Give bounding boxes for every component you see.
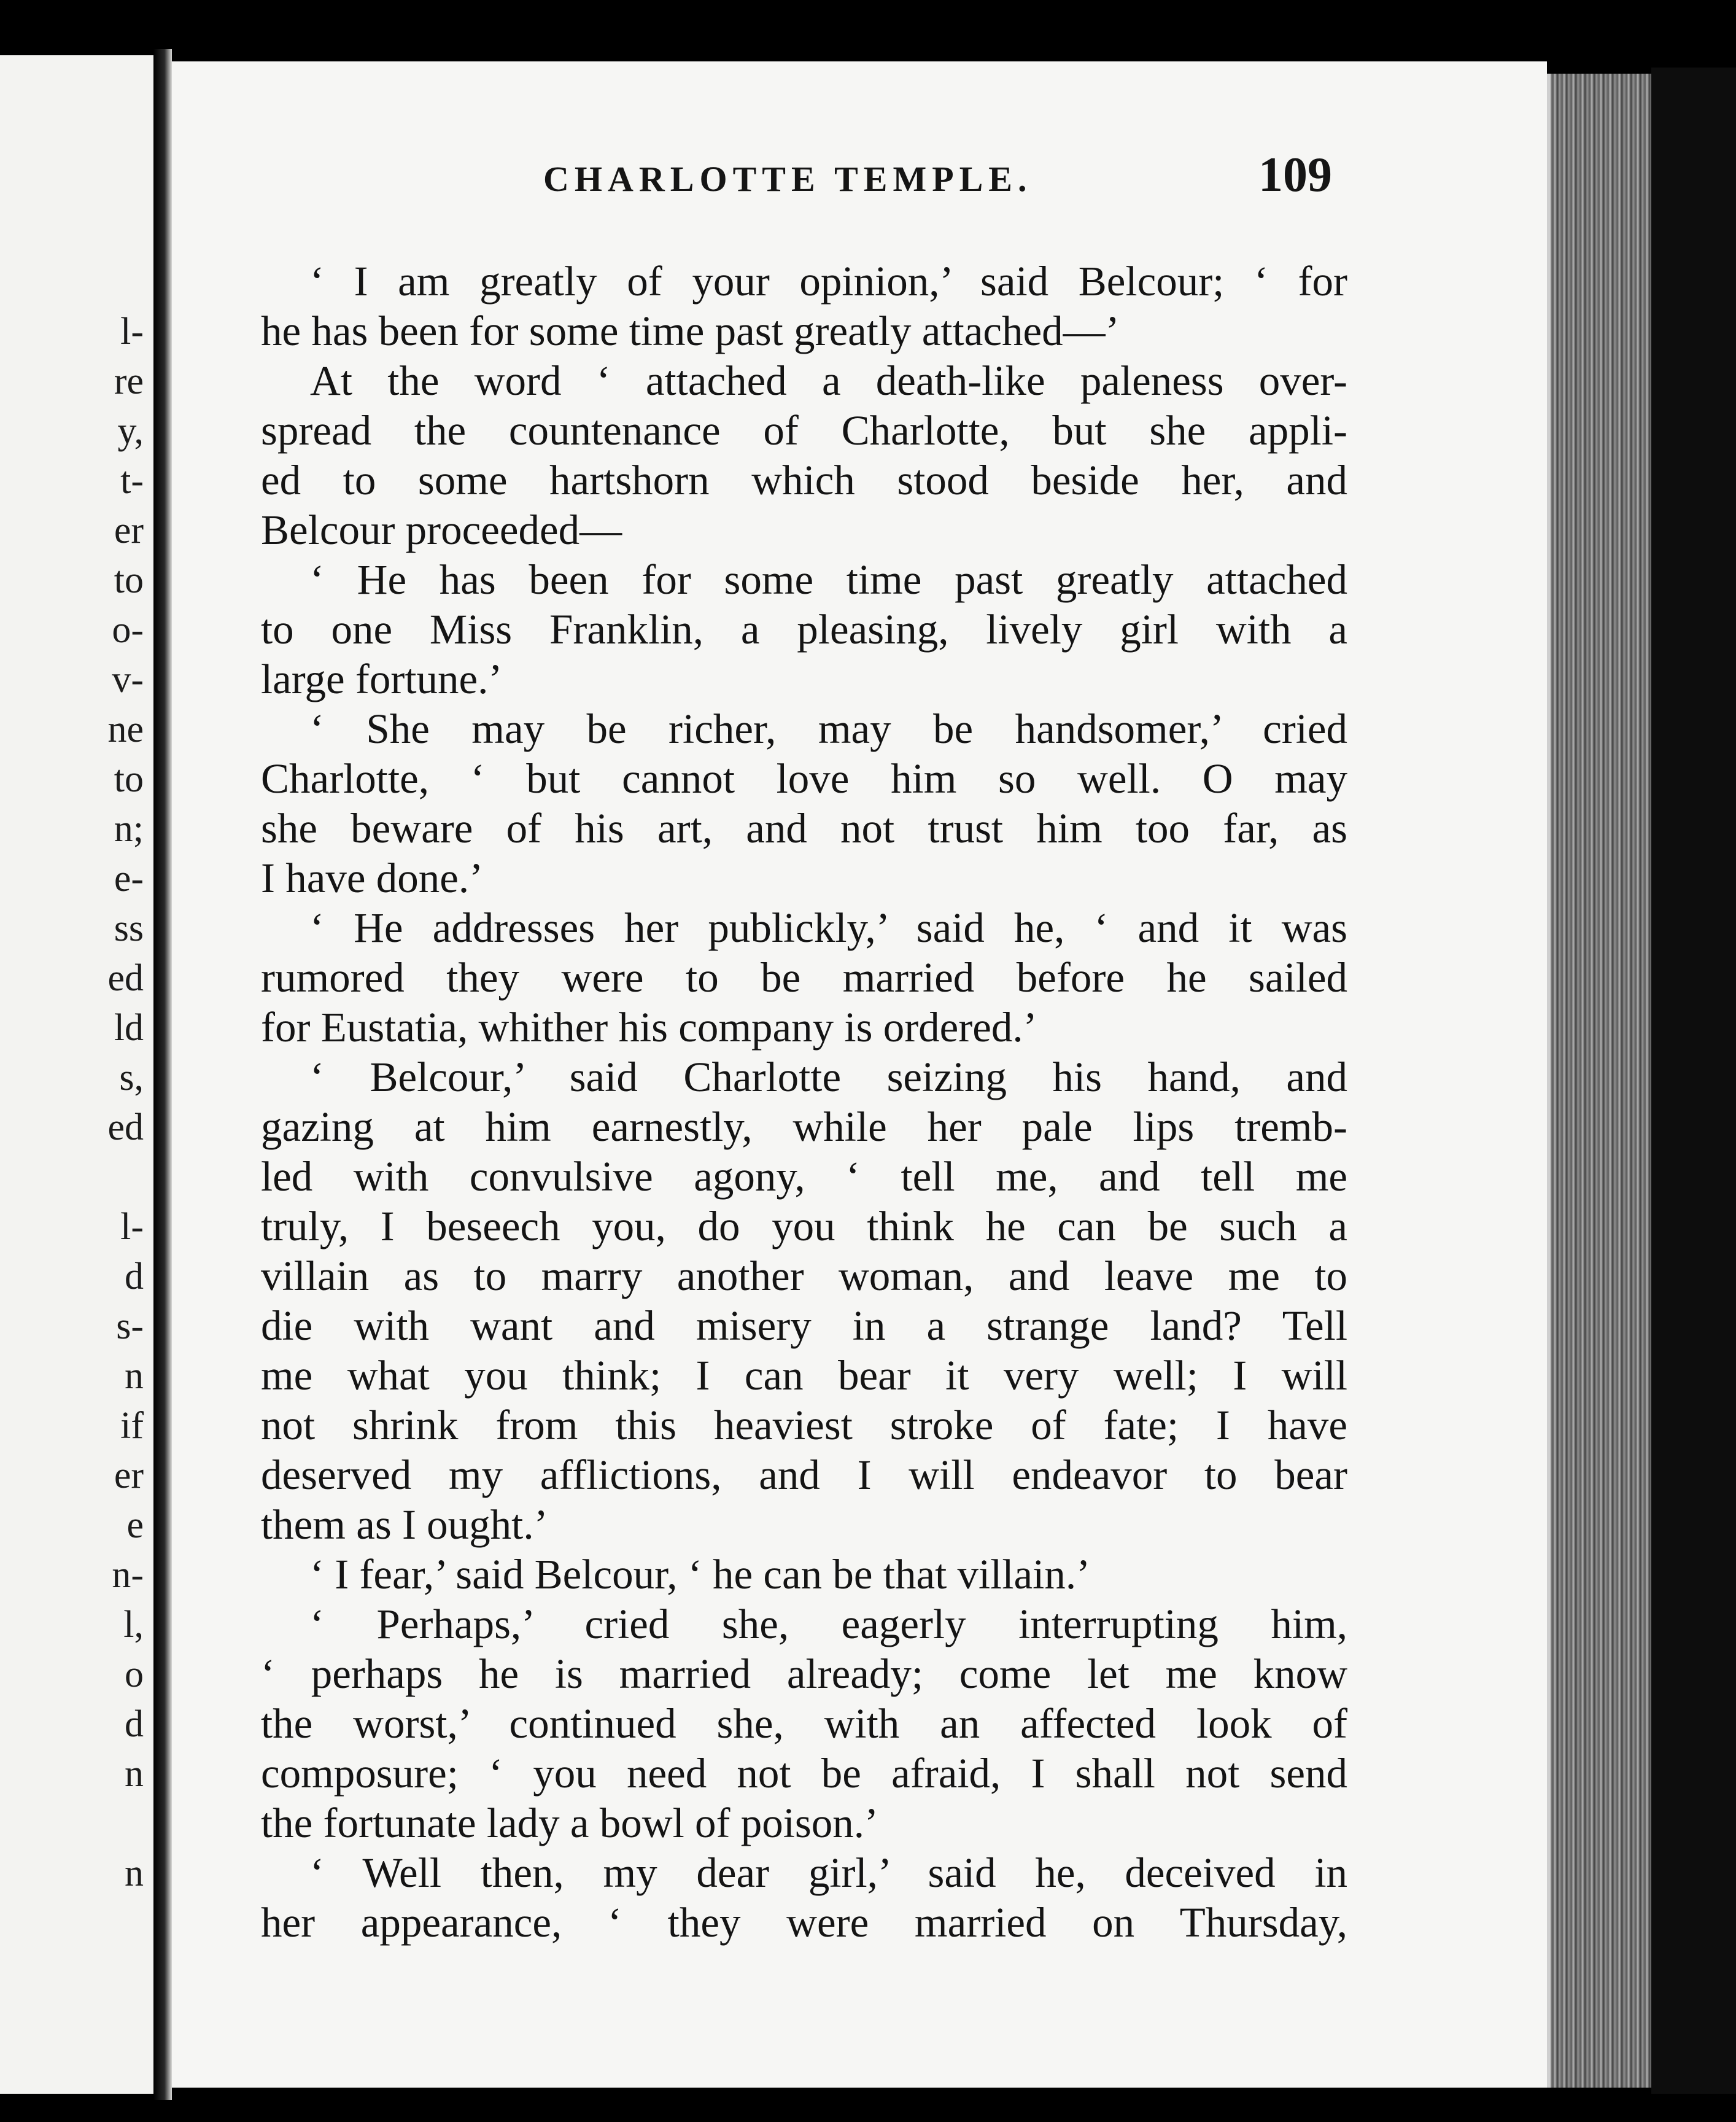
book-page bbox=[172, 61, 1547, 2088]
previous-page-fragment: o- bbox=[112, 609, 144, 651]
text-line: ‘ She may be richer, may be handsomer,’ cried bbox=[310, 705, 1347, 752]
text-line: not shrink from this heaviest stroke of fate; I have bbox=[261, 1402, 1347, 1448]
text-line: ed to some hartshorn which stood beside her, and bbox=[261, 457, 1347, 503]
previous-page-fragment: l- bbox=[120, 311, 144, 352]
text-line: ‘ He has been for some time past greatly attached bbox=[310, 556, 1347, 603]
previous-page-fragment: l, bbox=[123, 1604, 144, 1646]
previous-page-fragment bbox=[0, 1152, 153, 1202]
text-line: I have done.’ bbox=[261, 855, 484, 901]
text-line: led with convulsive agony, ‘ tell me, and tell me bbox=[261, 1153, 1347, 1200]
text-line: she beware of his art, and not trust him too far, as bbox=[261, 805, 1347, 852]
previous-page-fragment: n bbox=[125, 1753, 144, 1795]
previous-page-fragment: n bbox=[125, 1852, 144, 1894]
text-line: spread the countenance of Charlotte, but she appli- bbox=[261, 407, 1347, 454]
text-line: ‘ I fear,’ said Belcour, ‘ he can be that villain.’ bbox=[310, 1551, 1091, 1598]
text-line: composure; ‘ you need not be afraid, I shall not send bbox=[261, 1750, 1347, 1797]
page-body bbox=[261, 257, 1347, 1948]
running-title: CHARLOTTE TEMPLE. bbox=[543, 159, 1033, 199]
previous-page-fragment: n bbox=[125, 1355, 144, 1397]
text-line: At the word ‘ attached a death-like paleness over- bbox=[310, 357, 1347, 404]
previous-page-fragment: v- bbox=[112, 659, 144, 701]
background-edge bbox=[1651, 68, 1736, 2094]
previous-page-fragment: s, bbox=[119, 1057, 144, 1098]
previous-page-fragment: er bbox=[114, 1455, 144, 1496]
text-line: ‘ Well then, my dear girl,’ said he, deceived in bbox=[310, 1849, 1347, 1896]
text-line: large fortune.’ bbox=[261, 656, 503, 702]
previous-page-fragment: o bbox=[125, 1654, 144, 1695]
previous-page-fragment: e- bbox=[114, 858, 144, 900]
previous-page-fragment: n- bbox=[112, 1554, 144, 1596]
previous-page-fragment: ld bbox=[114, 1007, 144, 1049]
previous-page-fragment: to bbox=[114, 559, 144, 601]
text-line: me what you think; I can bear it very well; I will bbox=[261, 1352, 1347, 1399]
previous-page-fragment: d bbox=[125, 1256, 144, 1297]
text-line: villain as to marry another woman, and leave me to bbox=[261, 1253, 1347, 1299]
previous-page-fragment: l- bbox=[120, 1206, 144, 1248]
previous-page-fragment: d bbox=[125, 1703, 144, 1745]
previous-page-fragment: ed bbox=[107, 1106, 144, 1148]
text-line: the worst,’ continued she, with an affected look of bbox=[261, 1700, 1347, 1747]
text-line: ‘ I am greatly of your opinion,’ said Belcour; ‘ for bbox=[310, 258, 1347, 305]
previous-page-text bbox=[0, 307, 153, 1899]
previous-page bbox=[0, 55, 160, 2094]
previous-page-fragment: ss bbox=[114, 907, 144, 949]
previous-page-fragment: ne bbox=[107, 709, 144, 750]
text-line: truly, I beseech you, do you think he can be such a bbox=[261, 1203, 1347, 1249]
text-line: he has been for some time past greatly attached—’ bbox=[261, 308, 1120, 354]
previous-page-fragment: er bbox=[114, 510, 144, 551]
previous-page-fragment: n; bbox=[114, 808, 144, 850]
book-gutter bbox=[153, 49, 172, 2100]
page-header bbox=[172, 147, 1547, 209]
text-line: ‘ Perhaps,’ cried she, eagerly interrupting him, bbox=[310, 1601, 1347, 1647]
text-line: ‘ He addresses her publickly,’ said he, ‘ and it was bbox=[310, 904, 1347, 951]
text-line: deserved my afflictions, and I will endeavor to bear bbox=[261, 1452, 1347, 1498]
previous-page-fragment: y, bbox=[117, 410, 144, 452]
text-line: ‘ perhaps he is married already; come let me know bbox=[261, 1650, 1347, 1697]
previous-page-fragment: e bbox=[126, 1504, 144, 1546]
previous-page-fragment: to bbox=[114, 758, 144, 800]
text-line: the fortunate lady a bowl of poison.’ bbox=[261, 1800, 878, 1846]
text-line: ‘ Belcour,’ said Charlotte seizing his hand, and bbox=[310, 1054, 1347, 1100]
text-line: rumored they were to be married before he sailed bbox=[261, 954, 1347, 1001]
previous-page-fragment: s- bbox=[116, 1305, 144, 1347]
text-line: them as I ought.’ bbox=[261, 1501, 548, 1548]
previous-page-fragment: re bbox=[114, 360, 144, 402]
page-number: 109 bbox=[1258, 148, 1332, 202]
page-edges bbox=[1547, 74, 1655, 2088]
previous-page-fragment: if bbox=[120, 1405, 144, 1447]
text-line: gazing at him earnestly, while her pale lips tremb- bbox=[261, 1103, 1347, 1150]
text-line: die with want and misery in a strange land? Tell bbox=[261, 1302, 1347, 1349]
text-line: her appearance, ‘ they were married on Thursday, bbox=[261, 1899, 1347, 1946]
text-line: for Eustatia, whither his company is ordered.’ bbox=[261, 1004, 1037, 1051]
previous-page-fragment: t- bbox=[120, 460, 144, 502]
text-line: Belcour proceeded— bbox=[261, 507, 622, 553]
text-line: to one Miss Franklin, a pleasing, lively girl with a bbox=[261, 606, 1347, 653]
previous-page-fragment bbox=[0, 1799, 153, 1849]
previous-page-fragment: ed bbox=[107, 957, 144, 999]
text-line: Charlotte, ‘ but cannot love him so well. O may bbox=[261, 755, 1347, 802]
